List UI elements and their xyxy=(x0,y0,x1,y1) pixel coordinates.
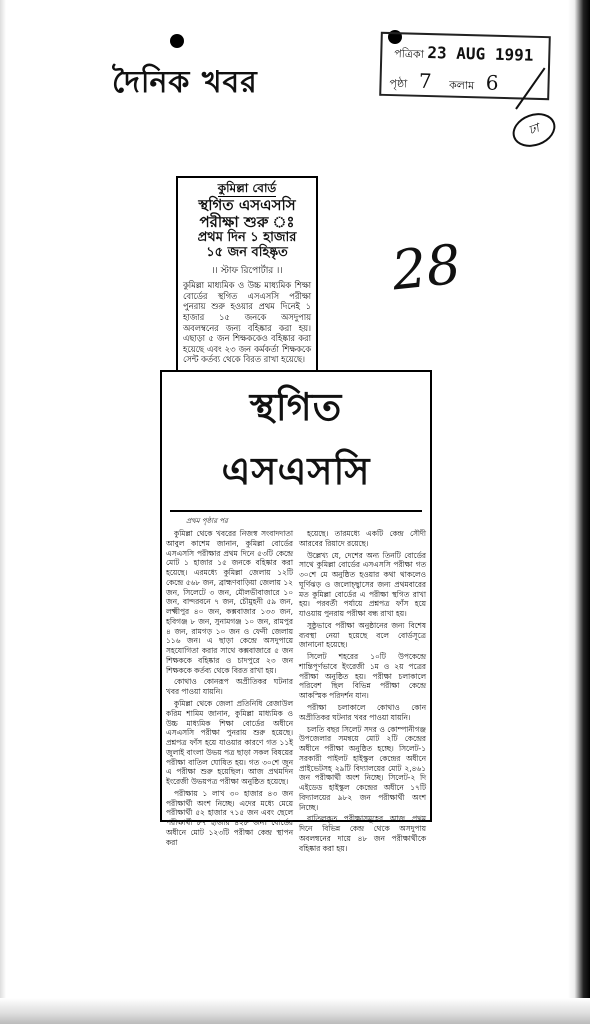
stamp-column: 6 xyxy=(485,70,499,95)
paragraph: সুষ্ঠুভাবে পরীক্ষা অনুষ্ঠানের জন্য বিশেষ ব্যবস্থা নেয়া হয়েছে বলে বোর্ডসূত্রে জানানো হয়েছে। xyxy=(299,620,426,650)
clip2-continued-label: প্রথম পৃষ্ঠার পর xyxy=(186,517,228,525)
news-clipping-continued xyxy=(160,370,432,853)
stamp-column-label: কলাম xyxy=(448,78,475,93)
clip2-column-1 xyxy=(166,529,293,856)
news-clipping-front-page xyxy=(176,176,318,372)
paragraph: উল্লেখ্য যে, দেশের অন্য তিনটি বোর্ডের সাথে কুমিল্লা বোর্ডের এসএসসি পরীক্ষা গত ৩০শে মে অনুষ্ঠিত হওয়ার কথা থাকলেও ঘূর্ণিঝড় ও জলোচ্ছ্বাসের জন্য প্রথমবারের মত কুমিল্লা বোর্ডের এ পরীক্ষা স্থগিত রাখা হয়। পরবর্তী পর্যায়ে প্রশ্নপত্র ফাঁস হয়ে যাওয়ায় পুনরায় পরীক্ষা বন্ধ রাখা হয়। xyxy=(299,550,426,619)
stamp-date-row xyxy=(394,42,534,68)
stamp-date-label: পত্রিকা xyxy=(394,47,425,61)
clip1-headline-line1: স্থগিত এসএসসি xyxy=(198,195,296,214)
paragraph: পরীক্ষা চলাকালে কোথাও কোন অপ্রীতিকর ঘটনার খবর পাওয়া যায়নি। xyxy=(299,703,426,722)
stamp-page-row xyxy=(389,68,540,98)
clip2-headline: স্থগিত এসএসসি xyxy=(170,378,422,512)
handwritten-number: 28 xyxy=(388,232,464,303)
paragraph: সিলেট শহরের ১০টি উপকেন্দ্রে শান্তিপূর্ণভাবে ইংরেজী ১ম ও ২য় পত্রের পরীক্ষা অনুষ্ঠিত হয়। পরীক্ষা চলাকালে পরিবেশ ছিল বিভিন্ন পরীক্ষা কেন্দ্রে আকস্মিক পরিদর্শন যান। xyxy=(299,652,426,701)
stamp-date: 23 AUG 1991 xyxy=(427,43,534,65)
scan-right-edge xyxy=(568,0,590,1024)
clip2-columns xyxy=(162,527,430,858)
scan-bottom-edge xyxy=(0,998,590,1024)
clip1-body: কুমিল্লা মাধ্যমিক ও উচ্চ মাধ্যমিক শিক্ষা বোর্ডের স্থগিত এসএসসি পরীক্ষা পুনরায় শুরু হওয়ার প্রথম দিনেই ১ হাজার ১৫ জনকে অসদুপায় অবলম্বনের জন্য বহিষ্কার করা হয়। এছাড়া ৫ জন শিক্ষককেও বহিষ্কার করা হয়েছে এবং ২৩ জন কর্মকর্তা শিক্ষককে সেন্ট কর্তব্য থেকে বিরত রাখা হয়েছে। xyxy=(183,280,311,365)
clip1-kicker: কুমিল্লা বোর্ড xyxy=(217,181,277,195)
newspaper-masthead: দৈনিক খবর xyxy=(112,65,258,100)
clip1-headline-line2: পরীক্ষা শুরু ঃ xyxy=(199,213,295,232)
stamp-page-label: পৃষ্ঠা xyxy=(389,77,408,91)
paragraph: পরীক্ষায় ১ লাখ ৩০ হাজার ৪৩ জন পরীক্ষার্থী অংশ নিচ্ছে। এদের মধ্যে মেয়ে পরীক্ষার্থী ৫২ হাজার ৭১৫ জন এবং ছেলে পরীক্ষার্থী ৮৭ হাজার ৪২৮ জন। বোর্ডের অধীনে মোট ১২৩টি পরীক্ষা কেন্দ্র স্থাপন করা xyxy=(166,788,293,847)
archive-stamp xyxy=(379,32,551,100)
punch-hole xyxy=(170,34,184,48)
paragraph: বাতিলকৃত পরীক্ষাসমূহের আজ প্রথম দিনে বিভিন্ন কেন্দ্র থেকে অসদুপায় অবলম্বনের দায়ে ৪৮ জন পরীক্ষার্থীকে বহিষ্কার করা হয়। xyxy=(299,814,426,853)
scan-left-edge xyxy=(0,0,6,1024)
clip1-headline-line3: প্রথম দিন ১ হাজার xyxy=(197,230,297,246)
margin-note: ঢা xyxy=(508,107,560,152)
paragraph: কুমিল্লা থেকে জেলা প্রতিনিধি রেজাউল করিম শামিম জানান, কুমিল্লা মাধ্যমিক ও উচ্চ মাধ্যমিক শিক্ষা বোর্ডের অধীনে এসএসসি পরীক্ষা পুনরায় শুরু হয়েছে। প্রশ্নপত্র ফাঁস হয়ে যাওয়ার কারণে গত ১১ই জুলাই বাংলা উভয় পত্র ছাড়া সকল বিষয়ের পরীক্ষা বাতিল ঘোষিত হয়। গত ৩০শে জুন এ পরীক্ষা শুরু হয়েছিল। আজ প্রথমদিন ইংরেজী উভয়পত্র পরীক্ষা অনুষ্ঠিত হয়েছে। xyxy=(166,699,293,787)
paragraph: কোথাও কোনরূপ অপ্রীতিকর ঘটনার খবর পাওয়া যায়নি। xyxy=(166,677,293,697)
clip2-column-2 xyxy=(299,529,426,856)
paragraph: কুমিল্লা থেকে খবরের নিজস্ব সংবাদদাতা আবুল কাশেম জানান, কুমিল্লা বোর্ডের এসএসসি পরীক্ষার প্রথম দিনে ৫৩টি কেন্দ্রে মোট ১ হাজার ১৫ জনকে বহিষ্কার করা হয়েছে। এরমধ্যে কুমিল্লা জেলায় ১২টি কেন্দ্রে ৫৬৮ জন, ব্রাহ্মণবাড়িয়া জেলায় ১২ জন, সিলেটে ৩ জন, মৌলভীবাজারে ১০ জন, বান্দরবনে ৭ জন, চৌমুহনী ৫৯ জন, লক্ষ্মীপুর ৪০ জন, কক্সবাজার ১৩৩ জন, হবিগঞ্জ ৮ জন, সুনামগঞ্জ ১০ জন, রামপুর ৪ জন, রামগড় ১০ জন ও ফেনী জেলায় ১১৬ জন। এ ছাড়া কেন্দ্রে অসদুপায়ে সহযোগিতা করার সাথে কক্সবাজারে ৫ জন শিক্ষককে বহিষ্কার ও চাদপুরে ২৩ জন শিক্ষককে কর্তব্য থেকে বিরত রাখা হয়। xyxy=(166,529,293,675)
paragraph: হয়েছে। তারমধ্যে একটি কেন্দ্র সৌদী আরবের রিয়াদে রয়েছে। xyxy=(299,529,426,548)
clip1-byline: ।। স্টাফ রিপোর্টার ।। xyxy=(211,266,283,277)
clip1-headline-line4: ১৫ জন বহিষ্কৃত xyxy=(206,245,288,261)
paragraph: চলতি বছর সিলেট সদর ও কোম্পানীগঞ্জ উপজেলার সমন্বয়ে মোট ২টি কেন্দ্রের অধীনে পরীক্ষা অনুষ্ঠিত হচ্ছে। সিলেট-১ সরকারী পাইলট হাইস্কুল কেন্দ্রের অধীনে প্রাইভেটসহ ২৯টি বিদ্যালয়ের মোট ২,৪৬১ জন পরীক্ষার্থী অংশ নিচ্ছে। সিলেট-২ দি এইডেড হাইস্কুল কেন্দ্রের অধীনে ১৭টি বিদ্যালয়ের ৯৮২ জন পরীক্ষার্থী অংশ নিচ্ছে। xyxy=(299,724,426,812)
stamp-page: 7 xyxy=(418,68,432,94)
